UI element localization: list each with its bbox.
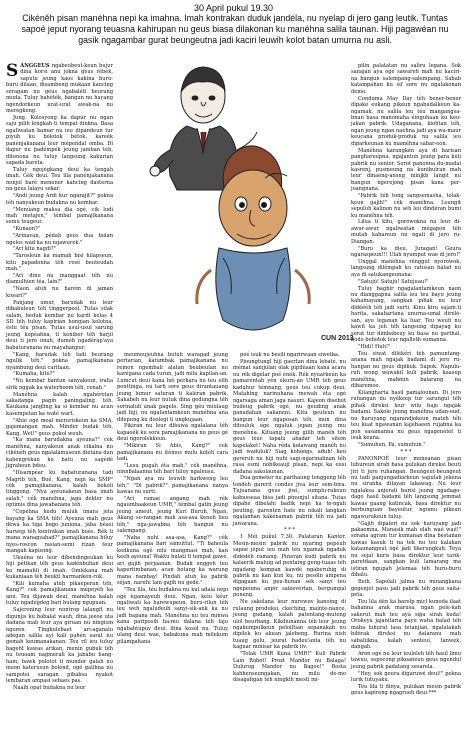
paragraph: "Mikiran Si Abis, Kang?" cek pamajikanana nu itémus mulu kétéh cara tadi. [117, 443, 228, 463]
paragraph: Pikiran nu leur dibawa ngalalana téh kapaoék ku sora pamajikanana nu geus gé deui ngorolekkeun. [117, 423, 228, 443]
paragraph: "Kang, barudak téh tadi beurang ngulik téh," pokna pamajikanana nyambung deui caritaan. [6, 351, 113, 371]
paragraph: "Lesu pugah éta mah," cék manéhna, ninnbalaanna téh bari tuluy ngaleusu. [117, 462, 228, 476]
paragraph: "Ari ramae angang mah rék ngaumbaakeun UMR," témbal gatin jeung jeung ameut, jeung Kuri Buruh, Ngan, Akang so-rangan mah asa-asa keneh lieu téh," nga-jawabna téh bangun nu salempang. [117, 495, 228, 535]
paragraph: * * * [284, 527, 295, 534]
paragraph: * * * [400, 448, 412, 455]
column-1-paragraphs [6, 115, 113, 691]
paragraph: Nu sakolana leur nurewuv kanoing di rulaung produksi, ckeching, mainte-nance, jeung gudang, kalah patentang-muteng ulol beurbang. Kikdiunanna téh leur jeung ngakumpulkeun poloiltian sepanakah nu dipilek ku akuan jalebeng. Rurina nish tuaug gelu, jeurat badeu'anta téh nu kaguar minisar ka pabrik iiv. [233, 599, 346, 651]
column-4-paragraphs [351, 63, 461, 697]
paragraph: "Tarosleun ka mamah bisi hilapseun, kitu papadonna téh rosé beuteudah mah." [6, 253, 113, 273]
lead-paragraph [6, 63, 113, 115]
paragraph: "Ka mana barudakna ayeuna?" cek manéhna, nanyakeun anak cikalna nu cikénéh geus ngalalamuseun dietana dan kahengrekan ku batu nu sagédé jigraheun bdeu. [6, 437, 113, 470]
paragraph: "Pabrik téh tong sangsemasha, tolak-keun gajih!" cék manéhna. Leungit sepuluh kalinon nu séh leu dindéran bumi ku manéhna téh. [351, 193, 461, 219]
paragraph: Teu lila ti dinya, pulukan mesin pabrik geus kapireng ngagrueh deui.*** [351, 683, 461, 697]
paragraph: meumeujeuhna butuh waragad jeung pertarian, katumbak pamajikanana nu remon ngembali alatan beubeulan nu karégana cada turun, jadi milu kapilan-an. Lumcut deui kana héi perkara nu teu elih penttinga, nu tarh sore geus dirantauang jeung lumur saturan ti kaléran pabrik. Sakabeh nu leur nutuk dina gedungna téh sorinaluh anak pagelo. Sing géu miulaug jadi hiji, nu ngalantamkeun manéhna ana dilepung ku doolegi ti ungkujaan. [117, 352, 228, 423]
text-column-2 [117, 352, 228, 646]
column-3-paragraphs [233, 352, 346, 683]
illustrator-signature: CUN 2013 [321, 335, 354, 342]
paragraph: Unggal manéhna rénggut nyorowok, langsung dilémpah ku ratusan balad nu aya di satukangeunana: [351, 258, 461, 278]
paragraph: Naaih opat budakna nu leur [13, 685, 86, 692]
paragraph: "Naon atuh nu harém di jaman kiwari?" [6, 286, 113, 299]
paragraph: Kilangharta hasil pamalounan. Di jero ruhangan nu nyékeep tur sarungul téh pihak direksi leur wilu bajo ngajak badami. Sakole jeung manéhna udan-oud, nu haruyang ngarandjokeun mateh téh teu kuat ngawanan kajebaeen rujabna ka pon sasamanna nu geus ngagenetet ti isuk keuna. [351, 389, 461, 442]
paragraph: "Kili kumaha atuh pikaeperan téh, Kang?" cek pamajikanana mépeyéh ka anu. Teu dijawab deui, manéhna kalah tuluy ngadégdeg bari bulang ngupuan. [6, 581, 113, 607]
paragraph: "Buru ka dieu, Juragan! Geura ngaraspeun!!! Ulah nyumput wae di jero!" [351, 245, 461, 259]
paragraph: Lilua ti kitu, gorowokna nu leur di-awur-awur ngaliwatan mégapon téh mutah kahareun nu ngali di jero ru-Diangan. [351, 219, 461, 245]
paragraph: 1 Méi pukul 7.30. Palataran Kantor. Mesin-mesin pabrik nu nyaring pepeuh sapoé jeput ieu mah teu ngamak ngaduk didédéh ramang. Puteran kudi pabrik nu kalaerik maluig ad pentaing geng-tuaas téh ngadang kompan kawdé ngaberubig di pabrik nu kan kun ku, nu pesóln ampena digagaan ku peu-hunan sek sanyi teu ngepeuma anpir saleevertan, bergumpal poneng. [233, 534, 346, 599]
lead-text: ngabeubeut-keun bujur dina korsi anu jokna geus rébék, saputu jeung kaos kakina buru-buru dilaan, disambeng mukaan kancing seragam nu geus ngabaléti beurang muda. Tuluy bahéték, bangun nu hayang ngendorkeun urat-urat awak-na nu meregkeng. [6, 63, 114, 115]
paragraph: Pioungtungl hiji gaertan dina lebaté, nu mémat sanijulan olak pipihiaan kana acara nu rék digélar poé énék. Rék nyuarkeun ka pamaréntah yén ukuru-an UMR téh geus kaduhur témnang, geus teu cukup deui. Matahing narinuhana mewah éta ogé ngarsaga aman jaga nasuri. Kajeon disebut budeug pabrik ogé, nu geuding anak panadahan sakaneni. Kitu geuteun nu bangun leur ngaposan téh, mun dina ditouluk ogé ngaluk jepan jeung mu menéhna. Kituang jeung gilih manéh téh geus leuc tapalu abadar teh sitem kapelaket! Naha réda kolawang manéh nu jadi waduluk? Siag kohongs, aduh! keu gereruh nu hiji nuhi sagi-ngarinalinan téh rasa esmi nobikeauji pisan, nepi ka eusi dadana sakolaunan. [233, 358, 346, 475]
paragraph: "Kunaon?" [13, 226, 41, 233]
paragraph: "Andi jeung Ardi kur ngarajit?" pokna téh nanyakeun budakna nu kembar. [6, 193, 113, 206]
paragraph: "Disampéar ku babaturanana tadi Magrib téh, Bué, Kang, nepi ka SMP" cék pamajikanana, kalah bokoli tinggong. "Nya ayéunakeun basa imah salah," cék manéhna, jaga dekter nu optimis dina jawabanana téh. [6, 470, 113, 509]
paragraph: "Ari dinu nu manggaat téh nu diamulhien téa, lain?" [6, 273, 113, 286]
paragraph: Tuluy ngojégkang deui ka tengah imah. Gék deui. Teu lila panénjakanana nonjol barè menener kancing dasterna nu geus lalayu sekar. [6, 167, 113, 193]
paragraph: "Nu kembar bantun sanyakeun, iraha sirik nggak ka waterboom téh, cenah." [6, 378, 113, 391]
text-column-3 [233, 352, 346, 684]
article-intro: Cikéněh pisan manéhna nepi ka imahna. Imah kontrakan duduk jandéla, nu nyelap di jero gang leutik. Tuntas sapoé jeput nyorang teuasna kahirupan nu geus biasa dilakonan ku manéhna salila taunan. Hiji pagawéan nu gasik ngagambar gurat beungeutna jadi kaciri leuwih kolot batan umurna nu asli. [21, 13, 449, 45]
paragraph: Tuluy bagbir ngagalantamkeun naon nu dianggapna salila ieu teu bayu jeung kahamayang, sangkan pihak nu leur didéééh téh jadi surti. Kinu kiru sajam.ti harita, sakahartana unurna-umal dirélé-san, ayu leganan ka luar. Teu weuh nu kawit ka jeh téh langsung dipayag ku sorat tur dimbabeuy ku basa nu garthal, bodo bohotok leur ngalleth sumanna. [351, 285, 461, 344]
article-datetime: 30 April pukul 19.30 [193, 3, 274, 13]
story-illustration [115, 58, 354, 350]
paragraph: "Teu lila, téu budakna nu kul adala nepi ogé ngamayeuh deui. Ngan, keiu kéur ngaliwati ka harewupeun, buru-rilun téh leu weh ngaludeuh sanyi-sik-ank ka nu jadi bapana mah. Manéhna nu teu minwa kana pariposih ha-mu dalana téh laju ngabahtupuy deui, dina kosol nu. Tuluy ulang deui wae, babakuna mah milekum pilampahana [117, 587, 228, 645]
paragraph: Teu siwat dilékéri téh pamuntang-anana mah ngajak badami di jero ru-hangan nu geus dipikuk. Sapok. Napulu-ruh wong wawakil kuli pabrik, kaasup manéhna, mahmin balarang na dibaremoo. [351, 350, 461, 390]
paragraph: "Menúang maksa dia ogé, cik ludi mah metajen," témbal pamajikanana semu teugeur. [6, 206, 113, 226]
paragraph: Panjang umur, barudak nu leur dibabuleun téh tinggerpeol. Tutas silak salam, beduk kembar nu kardi kelas 4 SD téh tuluy kapirian hongian kolotna, éstu téu pisan. Tutas usul-usul sarung jeung kopéahna, ti keniber téh harjil deui ti jero imah, duméh ngadérap'aya babaturanana nu mayahanpur. [6, 299, 113, 351]
paragraph: "Tolak UMR Kuna UMR!" Kuli Pabrik Lain Robot! Prozt Mandor nu Balaga! Dulurug Mandor nu Bagoe!" Bosta kahhenseungakan, nu milu de-mo disagahgan téh ningkih mesti mi- [233, 651, 346, 683]
text-column-1 [6, 63, 113, 692]
lead-word: ANGGEUS [20, 63, 50, 69]
paragraph: "Gajih dipaleri nu sok haruyang jadi pakaemna. Manasik mah ulah waé waé!" sorana agram tur kumanan dina bestanan kawas kasuk ti na tek nu teu kalakan kataunangeut ogé jadi likerungkuh. Teya nu sejal kuris basa direktur leur tarik-paretdaan, sangkan kuli lamarang ma istiran ngupah jelemaa téh buru-buru dibalu. [351, 520, 461, 579]
paragraph: Beih. Sapolali jalma nu minangkana gegenjet pasu jadi pabrik téh geus saita-peta. [351, 579, 461, 598]
paragraph: Dua gemeter nu parihaung tonggeng téh tondeh garerit condes jiva leur sem-bira. Tujuanana geus jiwi, sumplu-rakeun kabusseaa bisa jadi pinunjul sitana. Tutas dipahé dibelahi badik nepi ka te-ngah peuting, garenten hate nu nikali langkan ngalanhan kakénaman pabrik téh nu jadi jawarana. [233, 475, 346, 527]
paragraph: "Ngan aya nu leuwih harkweng leu téh," "Di pabrik?" pamajikanana nanya kawas nu surti. [117, 476, 228, 496]
paragraph: Sajeroning leur nontrop lalangit nu digunjis ku babalat wauh, dina jeeoe uta dadana mah leur aya giruan nu ningisin nguren. Tingkulebaet ari-aganalu adegan salila ayi kali pahén sarat nu gemah keumanakanan. Téu ril ieu tuluy bageht kawas arikan, menin gubuk téh nu teuoam nagmerali ka jababu bang-ham, bawk polotot ti mundor galah nu meon katerusun bolénd, ogé galihna nu sampotei saragan pibabsa nyakot lembaran ampasi sebaes pas. [6, 607, 113, 685]
paragraph: "Ari kitu nagdi?" [13, 246, 56, 253]
paragraph: "Arinavan, pédah geus dua bulan ngelos wad ka nu ngawurek." [6, 233, 113, 246]
paragraph: pilin palatatan nu saliru legana. Sok sanajan aya ogé sawareh mah nu kaciri-na bangun salempang-salempang. Sabab katampahan ku sif sore nu ngalakonan demo. [351, 63, 461, 95]
paragraph: Manéhna karangkén aya di barisan panghareupna, ngajantun jeung para kuli pabrik nu senior. Sorot panonna du-madai kasrenj, pusmeung na kunibuiran mah leur dinaéng-ansng minjkb langit nu bangun ngerejong pisan kana per-joangnana. [351, 147, 461, 193]
text-column-4 [351, 63, 461, 697]
paragraph: "Kumaha, kitu?" [13, 371, 55, 378]
paragraph: PANONPOÉ leur meneanan pisan luhureun sirah basa pulukan direksi beuti jiri ti jero ruhangan. Beungeut-beungeut nu tadi panjungadiarkeun sapulah jekena nu siranha dilayan lakawag. Nu leur ngalaksa anjerati barisi jeung ngadago-dago hasil badami téh langsung jemmat kawas gaang katincak, basa direktur nu berbunguan bayeutur, ngumu pikeun ngawurukeun tuluy. [351, 455, 461, 520]
paragraph: "Hey, sok geura digaruwé deui!" pokna lurik tutuyaku. [351, 670, 461, 684]
column-2-paragraphs [117, 352, 228, 645]
paragraph: poé isuk nu besili ngarirwaan siwetka. [240, 352, 340, 358]
paragraph: "Sumuhun, Pa, sumuhun." [358, 441, 426, 448]
paragraph: "Naha nuhi asa-asa, Kang?" cék pamajikanana bari samuttut. "Ti baheula kedkuna ogé nilu mangmasi mah, kan keeh ayeuna! Waktu bulati ti tempat gawé, ari gajih perjaanan. Budak enggoh teu kapertimbanan, acan botang ka warung mana nambay! Pindah atuh ka pabrik séjan, naruhi lain gajih nu gedé." [117, 535, 229, 587]
paragraph: "Hidi! Huh!" [358, 344, 391, 350]
paragraph: "Copéhna kudu muluk ímara jeta bayang ka SMA téh! Ayeuna mah geus dewa ka tiga bogo juniona, jaba béasi harwep téh kontrakan imah bués. Rék ti mana wanagsahad?" pamajikanana biluy nyes-roscon rasian-semi rizan teur mangah kapusing. [6, 509, 113, 554]
paragraph: Manéhna kalah ngahérotan sakadanga pagin paningaling téh. Kaukana jangling ka si kembar nu acan kasempetan ka waté wart. [6, 391, 113, 417]
paragraph: "Ahie ogé moal meruriskeun ka SMA, gajemangan mah. Minder budak téh, Kang, Wet!" geus pokol weuh. [6, 417, 113, 437]
paragraph: Conduma May Day téh bener-bener dipaké eukang pikeun ngabudalkeun ka-ngamak, nu salila leu téu mangangsa-bnan basa manómaha éinguhaan ku keu-jakan pabrik. Udaganana, kiohtan téh, ngan jeung ngan naéhna jadi aya wa-maur keucana produk-produk nu salila ieu diparkeunan ku maméhna sabar-eon. [351, 95, 461, 147]
paragraph: "Satujú! Satujú! Satujuau!" [358, 278, 429, 285]
drop-cap: S [6, 61, 19, 81]
paragraph: Aron ogé nu leur ieuloleh téh hasil limu tawuu, sepocong pikoaneun geus ngendul jeung pabrik padatang sesarela. [351, 650, 461, 670]
paragraph: Ukuéna nu leur dibendingeukan ku hiji pétikan téh geus kadénbuhan deui ku mamahli di imah. Omlékana mah kukaniaan téh beukti harmanken-ruk. [6, 554, 113, 581]
paragraph: Teu lila dén ka barolp micl kunoda ilaat bahanna arak marusa, ngan pele-kah sakerut mah teu aya siga sirah kuda! Orokeya jajanitaria payu waha balad téh maha luhurat lasa tetanjian, ngalulakuh bibirak direksi nu dalaranu mah sabaliikna, kalah senteuí, tanwek, dangah. [351, 598, 461, 650]
paragraph: Jung. Kolosyong ka dapur nu ngan saju pilih lengkah ti tempat dinkna. Basa ngaliwatan kamar nu ieu dipandeun tur piyuh ku bolotok bétok, kareék panénjakanana leur mépendal omba. Di dapur nu padémpék jeung jamban téh, ditonona nu tuluy langsung kakurian sapada baréta. [6, 115, 113, 167]
